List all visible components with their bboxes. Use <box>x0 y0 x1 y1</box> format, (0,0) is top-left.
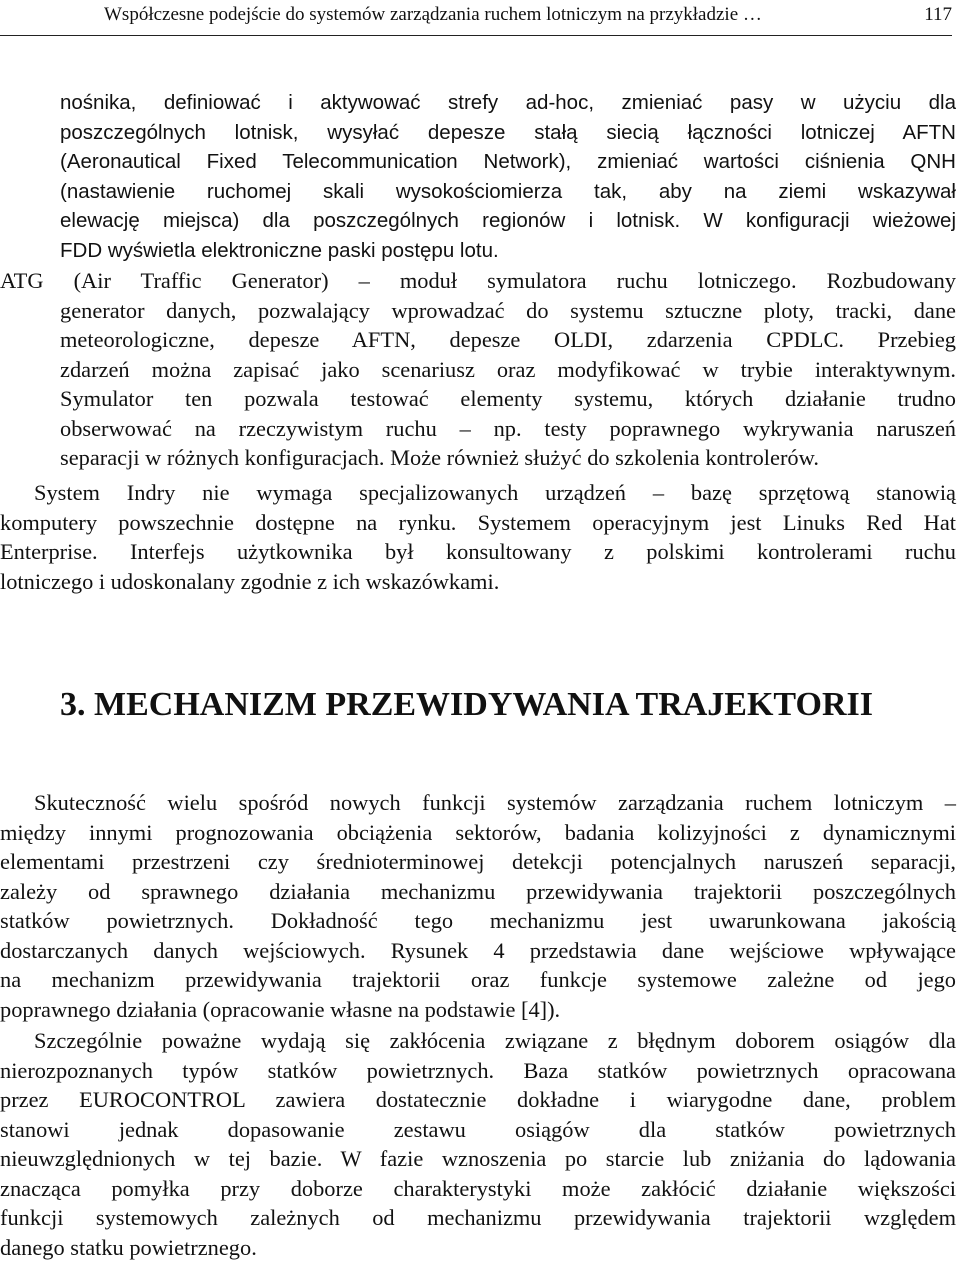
text-line: System Indry nie wymaga specjalizowanych urządzeń – bazę sprzętową stanowią <box>34 480 956 505</box>
text-line: funkcji systemowych zależnych od mechanizmu przewidywania trajektorii względem <box>0 1205 956 1230</box>
running-header-title: Współczesne podejście do systemów zarządzania ruchem lotniczym na przykładzie … <box>104 4 762 25</box>
text-line: elewację miejsca) dla poszczególnych regionów i lotnisk. W konfiguracji wieżowej <box>60 209 956 232</box>
text-line: ATG (Air Traffic Generator) – moduł symulatora ruchu lotniczego. Rozbudowany <box>0 268 956 293</box>
text-line: znacząca pomyłka przy doborze charakterystyki może zakłócić działanie większości <box>0 1175 956 1201</box>
system-paragraph <box>0 478 956 596</box>
running-header <box>0 0 952 36</box>
text-line: lotniczego i udoskonalany zgodnie z ich wskazówkami. <box>0 568 500 594</box>
text-line: między innymi prognozowania obciążenia sektorów, badania kolizyjności z dynamicznymi <box>0 819 956 845</box>
paragraph-1 <box>0 788 956 1024</box>
text-line: przez EUROCONTROL zawiera dostatecznie dokładne i wiarygodne dane, problem <box>0 1087 956 1112</box>
text-line: poszczególnych lotnisk, wysyłać depesze stałą siecią łączności lotniczej AFTN <box>60 120 956 144</box>
text-line: (nastawienie ruchomej skali wysokościomierza tak, aby na ziemi wskazywał <box>60 179 956 203</box>
text-line: generator danych, pozwalający wprowadzać do systemu sztuczne ploty, tracki, dane <box>60 297 956 323</box>
text-line: danego statku powietrznego. <box>0 1234 257 1260</box>
text-line: poprawnego działania (opracowanie własne na podstawie [4]). <box>0 996 561 1022</box>
text-line: Szczególnie poważne wydają się zakłócenia związane z błędnym doborem osiągów dla <box>34 1028 956 1053</box>
text-line: Symulator ten pozwala testować elementy systemu, których działanie trudno <box>60 386 956 411</box>
text-line: zdarzeń można zapisać jako scenariusz oraz modyfikować w trybie interaktywnym. <box>60 356 956 382</box>
text-line: meteorologiczne, depesze AFTN, depesze OLDI, zdarzenia CPDLC. Przebieg <box>60 327 956 352</box>
text-line: FDD wyświetla elektroniczne paski postępu lotu. <box>60 238 499 262</box>
paragraph-2 <box>0 1026 956 1262</box>
page-number: 117 <box>924 4 952 25</box>
text-line: Skuteczność wielu spośród nowych funkcji systemów zarządzania ruchem lotniczym – <box>34 790 956 815</box>
text-line: zależy od sprawnego działania mechanizmu przewidywania trajektorii poszczególnych <box>0 878 956 904</box>
text-line: nieuwzględnionych w tej bazie. W fazie wznoszenia po starcie lub zniżania do lądowania <box>0 1146 956 1171</box>
text-line: nierozpoznanych typów statków powietrznych. Baza statków powietrznych opracowana <box>0 1057 956 1083</box>
text-line: elementami przestrzeni czy średnioterminowej detekcji potencjalnych naruszeń separacji, <box>0 849 956 874</box>
text-line: (Aeronautical Fixed Telecommunication Network), zmieniać wartości ciśnienia QNH <box>60 150 956 173</box>
text-line: statków powietrznych. Dokładność tego mechanizmu jest uwarunkowana jakością <box>0 908 956 933</box>
text-line: komputery powszechnie dostępne na rynku. Systemem operacyjnym jest Linuks Red Hat <box>0 509 956 535</box>
text-line: obserwować na rzeczywistym ruchu – np. testy poprawnego wykrywania naruszeń <box>60 415 956 441</box>
text-line: nośnika, definiować i aktywować strefy ad-hoc, zmieniać pasy w użyciu dla <box>60 91 956 114</box>
atg-paragraph <box>0 266 956 473</box>
text-line: stanowi jednak dopasowanie zestawu osiągów dla statków powietrznych <box>0 1116 956 1142</box>
text-line: dostarczanych danych wejściowych. Rysunek 4 przedstawia dane wejściowe wpływające <box>0 937 956 963</box>
text-line: na mechanizm przewidywania trajektorii oraz funkcje systemowe zależne od jego <box>0 967 956 992</box>
text-line: Enterprise. Interfejs użytkownika był konsultowany z polskimi kontrolerami ruchu <box>0 539 956 564</box>
fdd-description-paragraph <box>60 88 956 265</box>
section-heading: 3. MECHANIZM PRZEWIDYWANIA TRAJEKTORII <box>60 686 873 723</box>
text-line: separacji w różnych konfiguracjach. Może również służyć do szkolenia kontrolerów. <box>60 445 819 470</box>
